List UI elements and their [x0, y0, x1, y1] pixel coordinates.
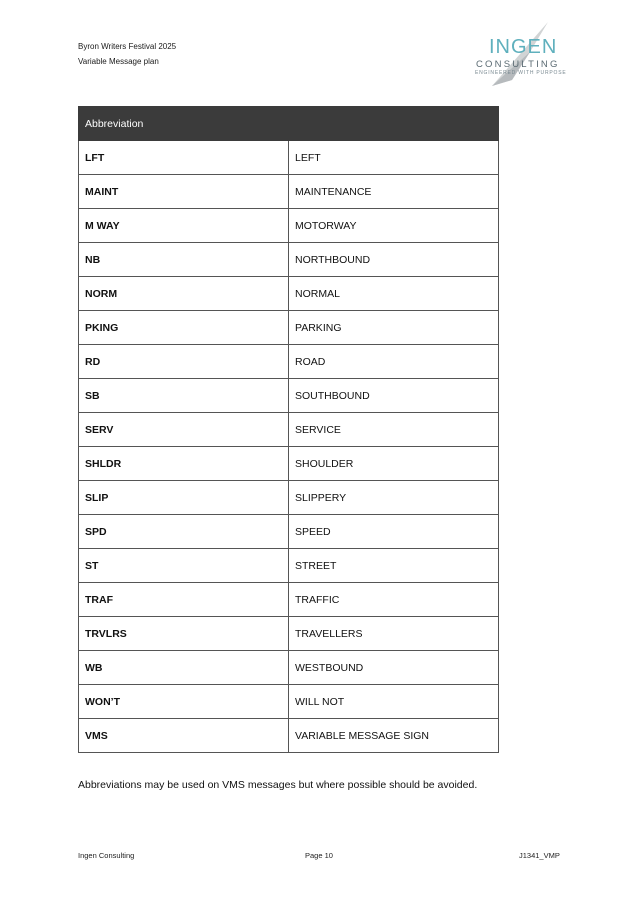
logo-sub: CONSULTING: [476, 59, 560, 70]
company-logo: [470, 22, 570, 90]
abbreviation-code: LFT: [79, 141, 289, 175]
table-row: [79, 651, 499, 685]
abbreviation-meaning: SLIPPERY: [289, 481, 499, 515]
abbreviation-code: TRAF: [79, 583, 289, 617]
table-row: [79, 379, 499, 413]
abbreviation-note: Abbreviations may be used on VMS messages but where possible should be avoided.: [78, 779, 478, 791]
logo-tagline: ENGINEERED WITH PURPOSE: [475, 70, 567, 76]
table-row: [79, 345, 499, 379]
table-header: Abbreviation: [79, 107, 499, 141]
abbreviation-code: SB: [79, 379, 289, 413]
abbreviation-code: TRVLRS: [79, 617, 289, 651]
abbreviation-meaning: SERVICE: [289, 413, 499, 447]
table-header-row: [79, 107, 499, 141]
abbreviation-meaning: NORMAL: [289, 277, 499, 311]
table-row: [79, 141, 499, 175]
abbreviation-code: ST: [79, 549, 289, 583]
document-subtitle: Variable Message plan: [78, 57, 159, 66]
abbreviation-meaning: TRAFFIC: [289, 583, 499, 617]
abbreviation-meaning: NORTHBOUND: [289, 243, 499, 277]
abbreviation-meaning: STREET: [289, 549, 499, 583]
table-row: [79, 685, 499, 719]
abbreviation-code: RD: [79, 345, 289, 379]
abbreviation-code: NB: [79, 243, 289, 277]
table-row: [79, 175, 499, 209]
abbreviation-code: PKING: [79, 311, 289, 345]
table-row: [79, 311, 499, 345]
table-row: [79, 583, 499, 617]
abbreviation-meaning: MAINTENANCE: [289, 175, 499, 209]
abbreviation-meaning: VARIABLE MESSAGE SIGN: [289, 719, 499, 753]
abbreviation-code: M WAY: [79, 209, 289, 243]
abbreviation-meaning: PARKING: [289, 311, 499, 345]
abbreviation-code: SLIP: [79, 481, 289, 515]
abbreviation-code: SHLDR: [79, 447, 289, 481]
abbreviation-meaning: MOTORWAY: [289, 209, 499, 243]
abbreviation-table: [78, 106, 499, 753]
abbreviation-code: WON’T: [79, 685, 289, 719]
table-row: [79, 277, 499, 311]
abbreviation-meaning: SHOULDER: [289, 447, 499, 481]
abbreviation-code: VMS: [79, 719, 289, 753]
table-row: [79, 549, 499, 583]
table-row: [79, 481, 499, 515]
document-title: Byron Writers Festival 2025: [78, 42, 177, 51]
logo-name: INGEN: [489, 36, 558, 58]
abbreviation-code: MAINT: [79, 175, 289, 209]
abbreviation-meaning: ROAD: [289, 345, 499, 379]
abbreviation-code: WB: [79, 651, 289, 685]
abbreviation-meaning: WILL NOT: [289, 685, 499, 719]
table-row: [79, 243, 499, 277]
table-row: [79, 515, 499, 549]
abbreviation-meaning: SOUTHBOUND: [289, 379, 499, 413]
abbreviation-code: NORM: [79, 277, 289, 311]
table-row: [79, 209, 499, 243]
footer-page-number: Page 10: [305, 851, 333, 860]
abbreviation-meaning: WESTBOUND: [289, 651, 499, 685]
footer-company: Ingen Consulting: [78, 851, 135, 860]
abbreviation-code: SERV: [79, 413, 289, 447]
table-row: [79, 447, 499, 481]
abbreviation-meaning: SPEED: [289, 515, 499, 549]
abbreviation-code: SPD: [79, 515, 289, 549]
abbreviation-meaning: LEFT: [289, 141, 499, 175]
table-row: [79, 719, 499, 753]
table-row: [79, 617, 499, 651]
footer-doc-ref: J1341_VMP: [519, 851, 560, 860]
table-body: [79, 141, 499, 753]
abbreviation-meaning: TRAVELLERS: [289, 617, 499, 651]
table-row: [79, 413, 499, 447]
